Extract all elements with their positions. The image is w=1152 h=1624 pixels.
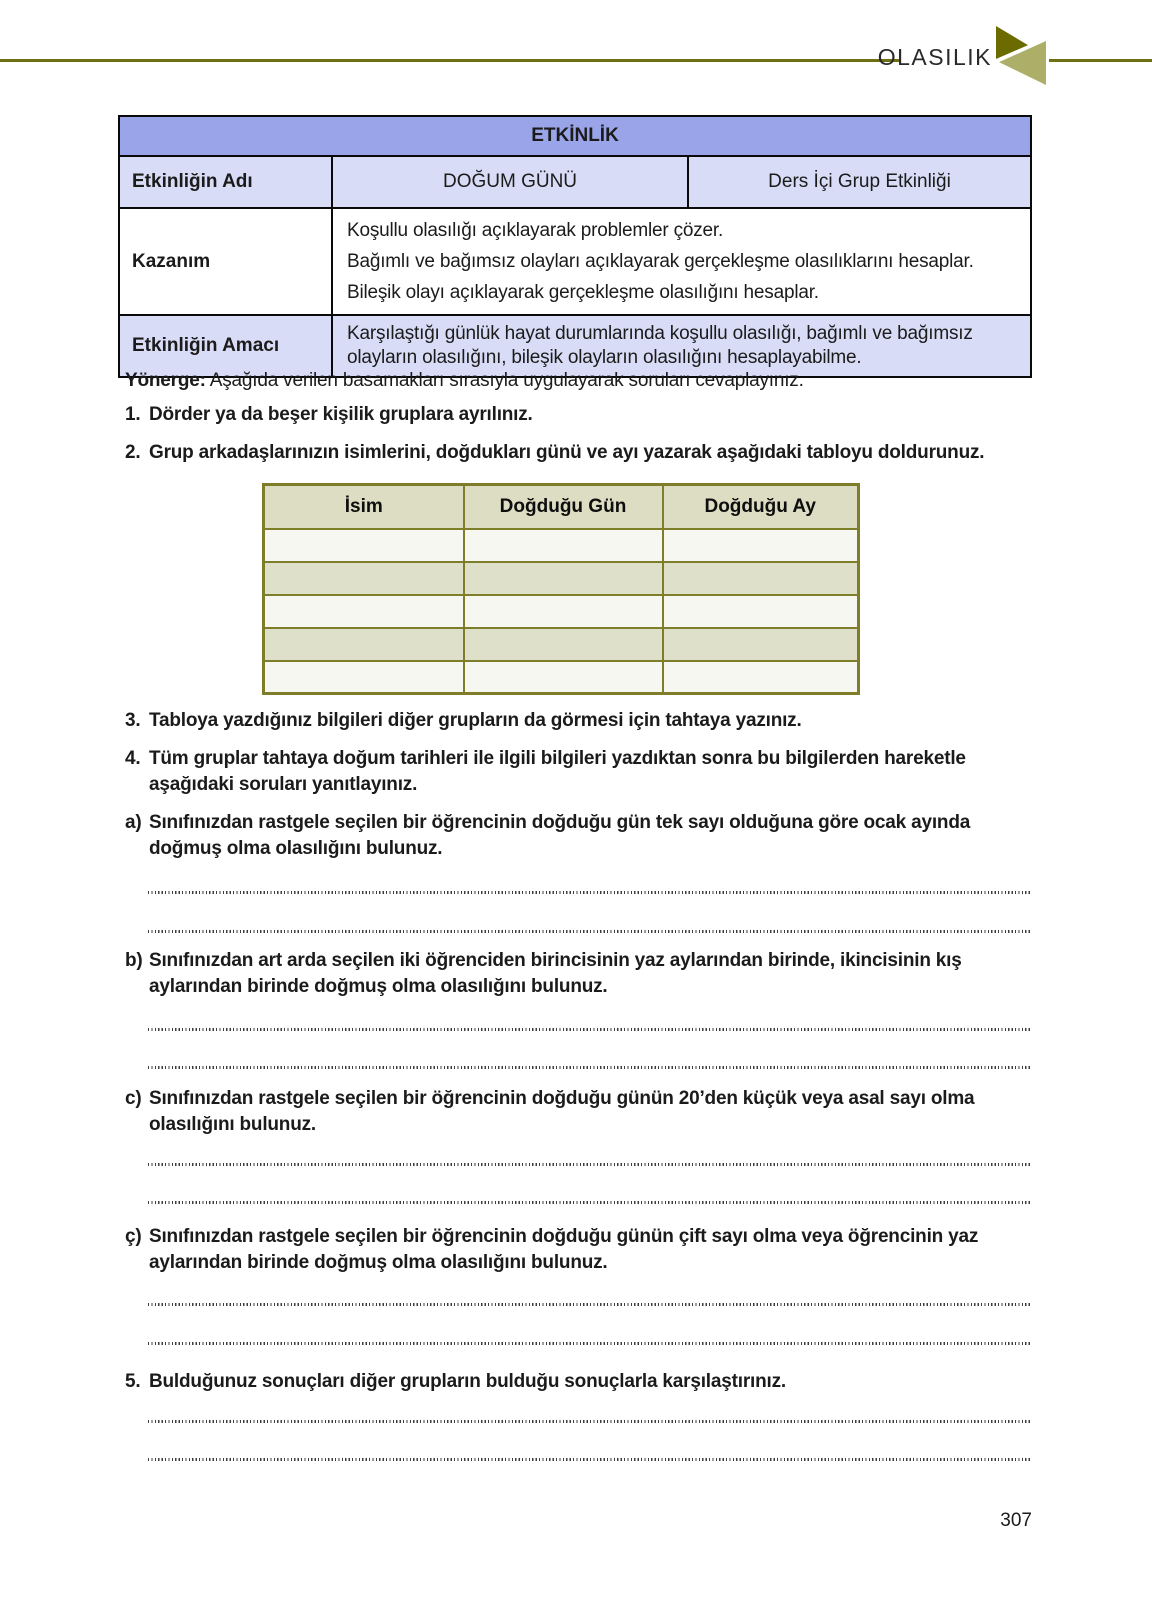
answer-line [148, 1342, 1032, 1345]
outcome-label: Kazanım [119, 208, 332, 315]
step-text: Grup arkadaşlarınızın isimlerini, doğdukları günü ve ayı yazarak aşağıdaki tabloyu doldurunuz. [149, 442, 985, 463]
question-text: Sınıfınızdan rastgele seçilen bir öğrencinin doğduğu gün tek sayı olduğuna göre ocak ayında doğmuş olma olasılığını bulunuz. [149, 812, 971, 859]
purpose-label: Etkinliğin Amacı [119, 315, 332, 377]
outcome-line: Koşullu olasılığı açıklayarak problemler çözer. [347, 220, 724, 241]
empty-cell [663, 595, 859, 628]
instructions-paragraph [125, 368, 1035, 394]
answer-line [148, 1420, 1032, 1423]
answer-line [148, 1066, 1032, 1069]
activity-name-value: DOĞUM GÜNÜ [332, 156, 688, 208]
step-item-1 [125, 402, 1035, 428]
column-header-birth-month: Doğduğu Ay [663, 485, 859, 529]
outcome-line: Bileşik olayı açıklayarak gerçekleşme olasılığını hesaplar. [347, 282, 819, 303]
question-text: Sınıfınızdan art arda seçilen iki öğrenciden birincisinin yaz aylarından birinde, ikincisinin kış aylarından birinde doğmuş olma olasılığını bulunuz. [149, 950, 962, 997]
question-label: ç) [125, 1226, 142, 1247]
question-label: a) [125, 812, 142, 833]
question-b [125, 948, 1035, 1000]
step-item-2 [125, 440, 1035, 466]
step-number: 2. [125, 442, 141, 463]
question-label: b) [125, 950, 143, 971]
answer-line [148, 891, 1032, 894]
instructions-text: Aşağıda verilen basamakları sırasıyla uygulayarak soruları cevaplayınız. [205, 370, 804, 391]
step-item-3 [125, 708, 1035, 734]
activity-type-value: Ders İçi Grup Etkinliği [688, 156, 1031, 208]
instructions-label: Yönerge: [125, 370, 206, 391]
step-text: Tüm gruplar tahtaya doğum tarihleri ile ilgili bilgileri yazdıktan sonra bu bilgilerden hareketle aşağıdaki soruları yanıtlayınız. [149, 748, 966, 795]
empty-cell [663, 562, 859, 595]
activity-table-title: ETKİNLİK [119, 116, 1031, 156]
empty-cell [663, 628, 859, 661]
step-item-5 [125, 1369, 1035, 1395]
empty-cell [663, 529, 859, 562]
question-a [125, 810, 1035, 862]
empty-cell [264, 529, 464, 562]
outcome-content [332, 208, 1031, 315]
answer-line [148, 1458, 1032, 1461]
birthday-table-header-row [264, 485, 859, 529]
page-number: 307 [1000, 1510, 1032, 1531]
empty-cell [663, 661, 859, 694]
answer-line [148, 1163, 1032, 1166]
empty-cell [464, 661, 663, 694]
header-divider-right [1049, 59, 1152, 62]
step-number: 3. [125, 710, 141, 731]
empty-cell [464, 562, 663, 595]
answer-line [148, 1028, 1032, 1031]
empty-cell [464, 595, 663, 628]
answer-line [148, 1303, 1032, 1306]
step-text: Tabloya yazdığınız bilgileri diğer grupların da görmesi için tahtaya yazınız. [149, 710, 802, 731]
question-label: c) [125, 1088, 142, 1109]
answer-line [148, 930, 1032, 933]
empty-cell [264, 595, 464, 628]
empty-cell [264, 562, 464, 595]
activity-info-table [118, 115, 1032, 378]
empty-cell [464, 628, 663, 661]
outcome-line: Bağımlı ve bağımsız olayları açıklayarak gerçekleşme olasılıklarını hesaplar. [347, 251, 974, 272]
table-row [264, 529, 859, 562]
table-row [264, 628, 859, 661]
activity-name-label: Etkinliğin Adı [119, 156, 332, 208]
step-number: 4. [125, 748, 141, 769]
question-c [125, 1086, 1035, 1138]
chapter-title: OLASILIK [877, 44, 992, 70]
step-item-4 [125, 746, 1035, 798]
purpose-content: Karşılaştığı günlük hayat durumlarında koşullu olasılığı, bağımlı ve bağımsız olayların olasılığını, bileşik olayların olasılığını hesaplayabilme. [332, 315, 1031, 377]
empty-cell [464, 529, 663, 562]
column-header-name: İsim [264, 485, 464, 529]
column-header-birth-day: Doğduğu Gün [464, 485, 663, 529]
step-number: 1. [125, 404, 141, 425]
birthday-table [262, 483, 860, 695]
table-row [264, 661, 859, 694]
question-text: Sınıfınızdan rastgele seçilen bir öğrencinin doğduğu günün çift sayı olma veya öğrencinin yaz aylarından birinde doğmuş olma olasılığını bulunuz. [149, 1226, 979, 1273]
table-row [264, 595, 859, 628]
step-number: 5. [125, 1371, 141, 1392]
step-text: Bulduğunuz sonuçları diğer grupların bulduğu sonuçlarla karşılaştırınız. [149, 1371, 786, 1392]
answer-line [148, 1201, 1032, 1204]
empty-cell [264, 661, 464, 694]
question-text: Sınıfınızdan rastgele seçilen bir öğrencinin doğduğu günün 20’den küçük veya asal sayı olma olasılığını bulunuz. [149, 1088, 975, 1135]
step-text: Dörder ya da beşer kişilik gruplara ayrılınız. [149, 404, 533, 425]
table-row [264, 562, 859, 595]
question-ch [125, 1224, 1035, 1276]
empty-cell [264, 628, 464, 661]
